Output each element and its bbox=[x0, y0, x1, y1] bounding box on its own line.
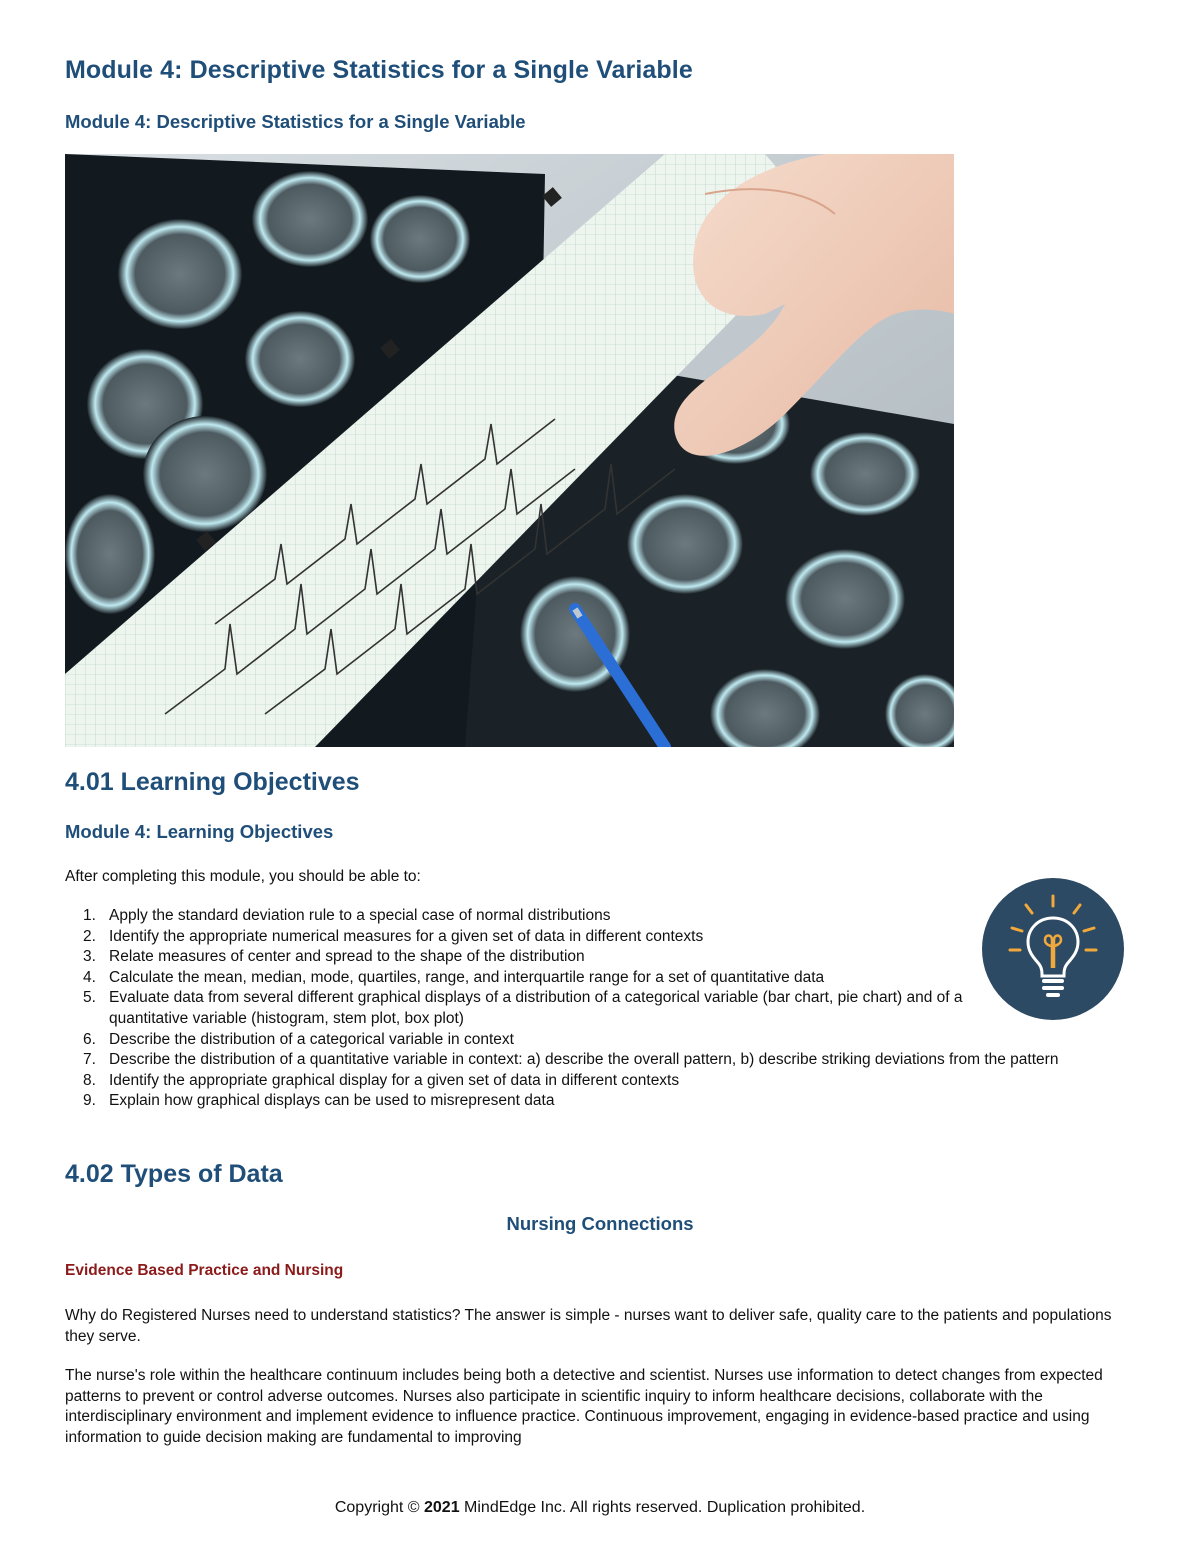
evidence-based-practice-heading: Evidence Based Practice and Nursing bbox=[65, 1262, 344, 1279]
copyright-footer: Copyright © 2021 MindEdge Inc. All rights reserved. Duplication prohibited. bbox=[334, 1499, 866, 1516]
list-item: 1. Apply the standard deviation rule to a special case of normal distributions bbox=[83, 907, 611, 924]
paragraph: The nurse's role within the healthcare continuum includes being both a detective and scientist. Nurses use information to detect changes from expected patterns to prevent or control adverse outcomes. Nurses also participate in scientific inquiry to inform healthcare decisions, collaborate with the interdisciplinary environment and implement evidence to influence practice. Continuous improvement, engaging in evidence-based practice and using information to guide decision making are fundamental to improving bbox=[65, 1367, 1103, 1446]
list-item: 5. Evaluate data from several different graphical displays of a distribution of a categorical variable (bar chart, pie chart) and of a quantitative variable (histogram, stem plot, box plot) bbox=[83, 989, 963, 1027]
page-subtitle: Module 4: Descriptive Statistics for a Single Variable bbox=[65, 111, 526, 132]
list-item: 4. Calculate the mean, median, mode, quartiles, range, and interquartile range for a set of quantitative data bbox=[83, 968, 825, 986]
section-heading-learning-objectives: 4.01 Learning Objectives bbox=[65, 768, 360, 796]
nursing-connections-heading: Nursing Connections bbox=[506, 1213, 694, 1234]
page-title: Module 4: Descriptive Statistics for a Single Variable bbox=[65, 56, 693, 84]
list-item: 6. Describe the distribution of a categorical variable in context bbox=[83, 1030, 514, 1048]
hero-image bbox=[65, 154, 954, 747]
list-item: 2. Identify the appropriate numerical measures for a given set of data in different contexts bbox=[83, 927, 704, 945]
list-item: 7. Describe the distribution of a quantitative variable in context: a) describe the overall pattern, b) describe striking deviations from the pattern bbox=[83, 1051, 1059, 1069]
section-heading-types-of-data: 4.02 Types of Data bbox=[65, 1160, 283, 1188]
objectives-list bbox=[65, 906, 1125, 1112]
subheading-learning-objectives: Module 4: Learning Objectives bbox=[65, 821, 334, 842]
objectives-intro: After completing this module, you should be able to: bbox=[65, 868, 421, 885]
list-item: 9. Explain how graphical displays can be used to misrepresent data bbox=[83, 1092, 555, 1110]
lightbulb-icon bbox=[982, 878, 1124, 1020]
list-item: 3. Relate measures of center and spread to the shape of the distribution bbox=[83, 948, 585, 966]
paragraph: Why do Registered Nurses need to understand statistics? The answer is simple - nurses want to deliver safe, quality care to the patients and populations they serve. bbox=[65, 1307, 1112, 1345]
list-item: 8. Identify the appropriate graphical display for a given set of data in different contexts bbox=[83, 1071, 680, 1089]
